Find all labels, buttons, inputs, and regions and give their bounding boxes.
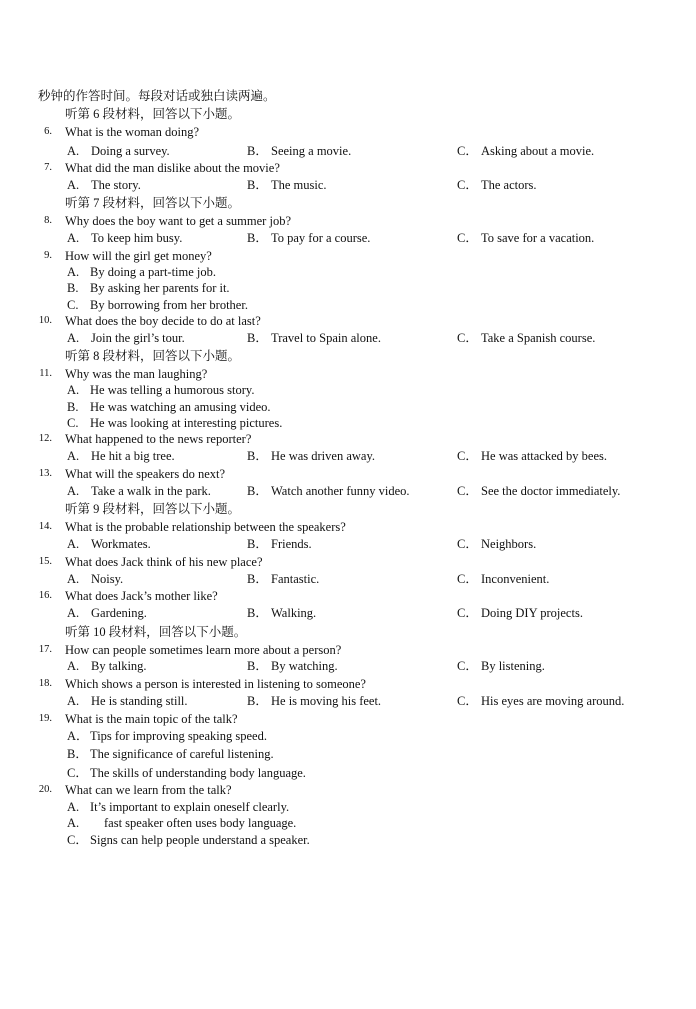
option-c: C. He was looking at interesting pictures. (67, 416, 283, 430)
question-text: What does the boy decide to do at last? (65, 314, 261, 328)
option-b: A. fast speaker often uses body language. (67, 816, 297, 830)
option-a: A. By doing a part-time job. (67, 265, 217, 279)
question-number: 8. (44, 215, 52, 226)
section-heading-9: 听第 9 段材料，回答以下小题。 (65, 502, 241, 516)
question-number: 7. (44, 162, 52, 173)
section-heading-8: 听第 8 段材料，回答以下小题。 (65, 349, 241, 363)
option-c: C． Neighbors. (457, 537, 537, 551)
option-c: C． Inconvenient. (457, 572, 550, 586)
option-a: A. He was telling a humorous story. (67, 383, 255, 397)
question-number: 18. (38, 678, 52, 689)
option-b: B. By asking her parents for it. (67, 281, 230, 295)
question-text: What does Jack think of his new place? (65, 555, 263, 569)
question-number: 19. (38, 713, 52, 724)
option-a: A. To keep him busy. (67, 231, 183, 245)
option-a: A．Tips for improving speaking speed. (67, 729, 267, 743)
option-a: A. Gardening. (67, 606, 147, 620)
option-b: B． To pay for a course. (247, 231, 371, 245)
question-text: What will the speakers do next? (65, 467, 226, 481)
option-b: B． Walking. (247, 606, 317, 620)
option-c: C． To save for a vacation. (457, 231, 595, 245)
option-a: A. He is standing still. (67, 694, 188, 708)
option-b: B． Seeing a movie. (247, 144, 352, 158)
option-b: B． Travel to Spain alone. (247, 331, 381, 345)
option-c: C． See the doctor immediately. (457, 484, 621, 498)
option-b: B． The significance of careful listening. (67, 747, 274, 761)
option-c: C． He was attacked by bees. (457, 449, 607, 463)
option-b: B． Fantastic. (247, 572, 320, 586)
question-text: What does Jack’s mother like? (65, 589, 218, 603)
question-number: 20. (38, 784, 52, 795)
option-c: C． The skills of understanding body language. (67, 766, 306, 780)
question-text: What did the man dislike about the movie? (65, 161, 280, 175)
option-c: C． Doing DIY projects. (457, 606, 583, 620)
option-b: B． He is moving his feet. (247, 694, 382, 708)
option-c: C． Take a Spanish course. (457, 331, 596, 345)
option-b: B． By watching. (247, 659, 338, 673)
question-number: 12. (38, 433, 52, 444)
question-number: 6. (44, 126, 52, 137)
question-text: What can we learn from the talk? (65, 783, 232, 797)
question-number: 15. (38, 556, 52, 567)
option-a: A. Doing a survey. (67, 144, 170, 158)
question-text: What is the probable relationship between the speakers? (65, 520, 346, 534)
question-number: 11. (39, 368, 52, 379)
option-a: A. It’s important to explain oneself clearly. (67, 800, 290, 814)
question-text: Why was the man laughing? (65, 367, 208, 381)
question-number: 13. (38, 468, 52, 479)
option-a: A. Workmates. (67, 537, 151, 551)
option-c: C． His eyes are moving around. (457, 694, 625, 708)
option-b: B． He was driven away. (247, 449, 376, 463)
option-a: A. By talking. (67, 659, 147, 673)
question-text: How can people sometimes learn more about a person? (65, 643, 342, 657)
option-b: B. He was watching an amusing video. (67, 400, 271, 414)
option-b: B． Watch another funny video. (247, 484, 410, 498)
question-text: What is the woman doing? (65, 125, 199, 139)
option-a: A. Join the girl’s tour. (67, 331, 185, 345)
question-number: 9. (44, 250, 52, 261)
option-b: B． Friends. (247, 537, 312, 551)
option-c: C． Signs can help people understand a speaker. (67, 833, 310, 847)
question-number: 10. (38, 315, 52, 326)
option-a: A. The story. (67, 178, 141, 192)
option-c: C. By borrowing from her brother. (67, 298, 248, 312)
instructions-text: 秒钟的作答时间。每段对话或独白读两遍。 (38, 89, 276, 103)
question-number: 16. (38, 590, 52, 601)
question-text: What is the main topic of the talk? (65, 712, 238, 726)
option-a: A. Take a walk in the park. (67, 484, 211, 498)
section-heading-10: 听第 10 段材料，回答以下小题。 (65, 625, 247, 639)
option-c: C． The actors. (457, 178, 537, 192)
question-number: 17. (38, 644, 52, 655)
question-number: 14. (38, 521, 52, 532)
section-heading-6: 听第 6 段材料，回答以下小题。 (65, 107, 241, 121)
question-text: What happened to the news reporter? (65, 432, 252, 446)
section-heading-7: 听第 7 段材料，回答以下小题。 (65, 196, 241, 210)
question-text: How will the girl get money? (65, 249, 212, 263)
option-a: A. Noisy. (67, 572, 124, 586)
option-b: B． The music. (247, 178, 327, 192)
option-a: A. He hit a big tree. (67, 449, 175, 463)
question-text: Why does the boy want to get a summer job? (65, 214, 291, 228)
question-text: Which shows a person is interested in listening to someone? (65, 677, 366, 691)
option-c: C． By listening. (457, 659, 545, 673)
option-c: C． Asking about a movie. (457, 144, 595, 158)
